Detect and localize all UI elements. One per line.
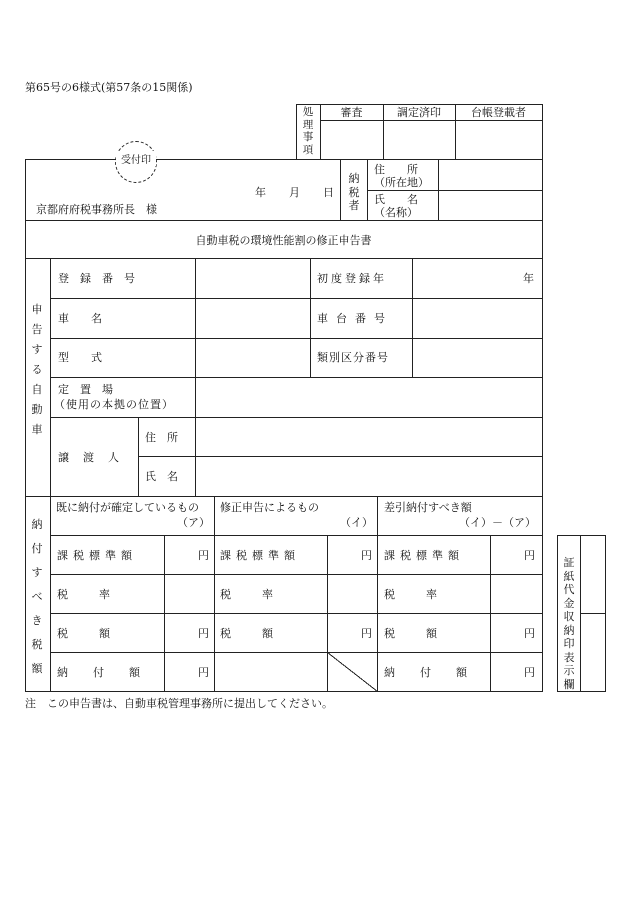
col-c-header: 差引納付すべき額 (384, 501, 472, 514)
col-a-payment-yen: 円 (198, 666, 209, 679)
col-b-rate-label: 税 率 (220, 588, 276, 601)
date-year: 年 (255, 186, 266, 199)
col-a-amount-label: 税 額 (57, 627, 113, 640)
col-b-base-label: 課税標準額 (220, 549, 300, 562)
transferor-name-field[interactable] (196, 457, 542, 496)
col-b-base-field[interactable] (328, 536, 358, 574)
tax-section-label: 納付すべき税額 (31, 518, 43, 675)
col-a-amount-field[interactable] (165, 614, 195, 652)
class-no-field[interactable] (413, 339, 542, 377)
col-c-rate-label: 税 率 (384, 588, 440, 601)
transferor-label: 譲渡人 (58, 451, 133, 464)
model-label: 型 式 (58, 351, 102, 364)
col-a-base-field[interactable] (165, 536, 195, 574)
first-reg-field[interactable] (413, 259, 542, 298)
form-number: 第65号の6様式(第57条の15関係) (25, 81, 193, 94)
col-c-payment-yen: 円 (524, 666, 535, 679)
reg-no-label: 登 録 番 号 (58, 272, 135, 285)
col-c-base-yen: 円 (524, 549, 535, 562)
chassis-no-label: 車台番号 (317, 312, 393, 325)
processing-col-review: 審査 (340, 106, 363, 119)
col-b-mark: （イ） (340, 516, 373, 529)
reception-stamp-circle (115, 141, 157, 183)
col-a-amount-yen: 円 (198, 627, 209, 640)
taxpayer-name-label: 氏 名 (374, 193, 418, 206)
reg-no-field[interactable] (196, 259, 310, 298)
processing-col-assessed-seal: 調定済印 (397, 106, 441, 119)
processing-col-ledger: 台帳登載者 (471, 106, 526, 119)
taxpayer-address-field[interactable] (439, 160, 542, 190)
taxpayer-address-sub: （所在地） (374, 176, 429, 189)
col-a-header: 既に納付が確定しているもの (56, 501, 199, 514)
col-b-header: 修正申告によるもの (220, 501, 319, 514)
addressee: 京都府府税事務所長 様 (36, 203, 157, 216)
processing-label: 処理事項 (302, 106, 314, 156)
col-c-amount-field[interactable] (491, 614, 521, 652)
col-b-amount-label: 税 額 (220, 627, 276, 640)
col-a-payment-field[interactable] (165, 653, 195, 691)
col-b-base-yen: 円 (361, 549, 372, 562)
col-c-base-field[interactable] (491, 536, 521, 574)
form-title: 自動車税の環境性能割の修正申告書 (195, 234, 372, 247)
storage-label: 定 置 場 (58, 383, 113, 396)
first-reg-label: 初度登録年 (317, 272, 387, 285)
car-name-label: 車 名 (58, 312, 102, 325)
vehicle-section-label: 申告する自動車 (31, 303, 43, 436)
col-c-base-label: 課税標準額 (384, 549, 464, 562)
col-a-mark: （ア） (177, 516, 210, 529)
col-b-rate-field[interactable] (328, 575, 358, 613)
stamp-box-label: 証紙代金収納印表示欄 (563, 556, 575, 691)
col-c-amount-label: 税 額 (384, 627, 440, 640)
col-a-rate-field[interactable] (165, 575, 195, 613)
col-b-amount-field[interactable] (328, 614, 358, 652)
col-c-rate-field[interactable] (491, 575, 521, 613)
date-month: 月 (289, 186, 300, 199)
transferor-address-field[interactable] (196, 418, 542, 456)
date-day: 日 (323, 186, 334, 199)
col-a-base-label: 課税標準額 (57, 549, 137, 562)
storage-sub-label: （使用の本拠の位置） (54, 398, 174, 411)
taxpayer-name-sub: （名称） (374, 206, 418, 219)
taxpayer-label: 納税者 (348, 172, 360, 212)
car-name-field[interactable] (196, 299, 310, 338)
taxpayer-name-field[interactable] (439, 191, 542, 220)
class-no-label: 類別区分番号 (317, 351, 389, 364)
col-c-mark: （イ）－（ア） (459, 516, 536, 529)
first-reg-year-unit: 年 (523, 272, 534, 285)
storage-field[interactable] (196, 378, 542, 417)
col-b-amount-yen: 円 (361, 627, 372, 640)
col-c-amount-yen: 円 (524, 627, 535, 640)
transferor-name-label: 氏 名 (145, 470, 178, 483)
chassis-no-field[interactable] (413, 299, 542, 338)
model-field[interactable] (196, 339, 310, 377)
reception-stamp-label: 受付印 (116, 151, 156, 166)
col-a-payment-label: 納 付 額 (57, 666, 147, 679)
col-c-payment-field[interactable] (491, 653, 521, 691)
footer-note: 注 この申告書は、自動車税管理事務所に提出してください。 (25, 697, 333, 710)
col-a-rate-label: 税 率 (57, 588, 113, 601)
transferor-address-label: 住 所 (145, 431, 178, 444)
taxpayer-address-label: 住 所 (374, 163, 418, 176)
col-a-base-yen: 円 (198, 549, 209, 562)
col-c-payment-label: 納 付 額 (384, 666, 474, 679)
